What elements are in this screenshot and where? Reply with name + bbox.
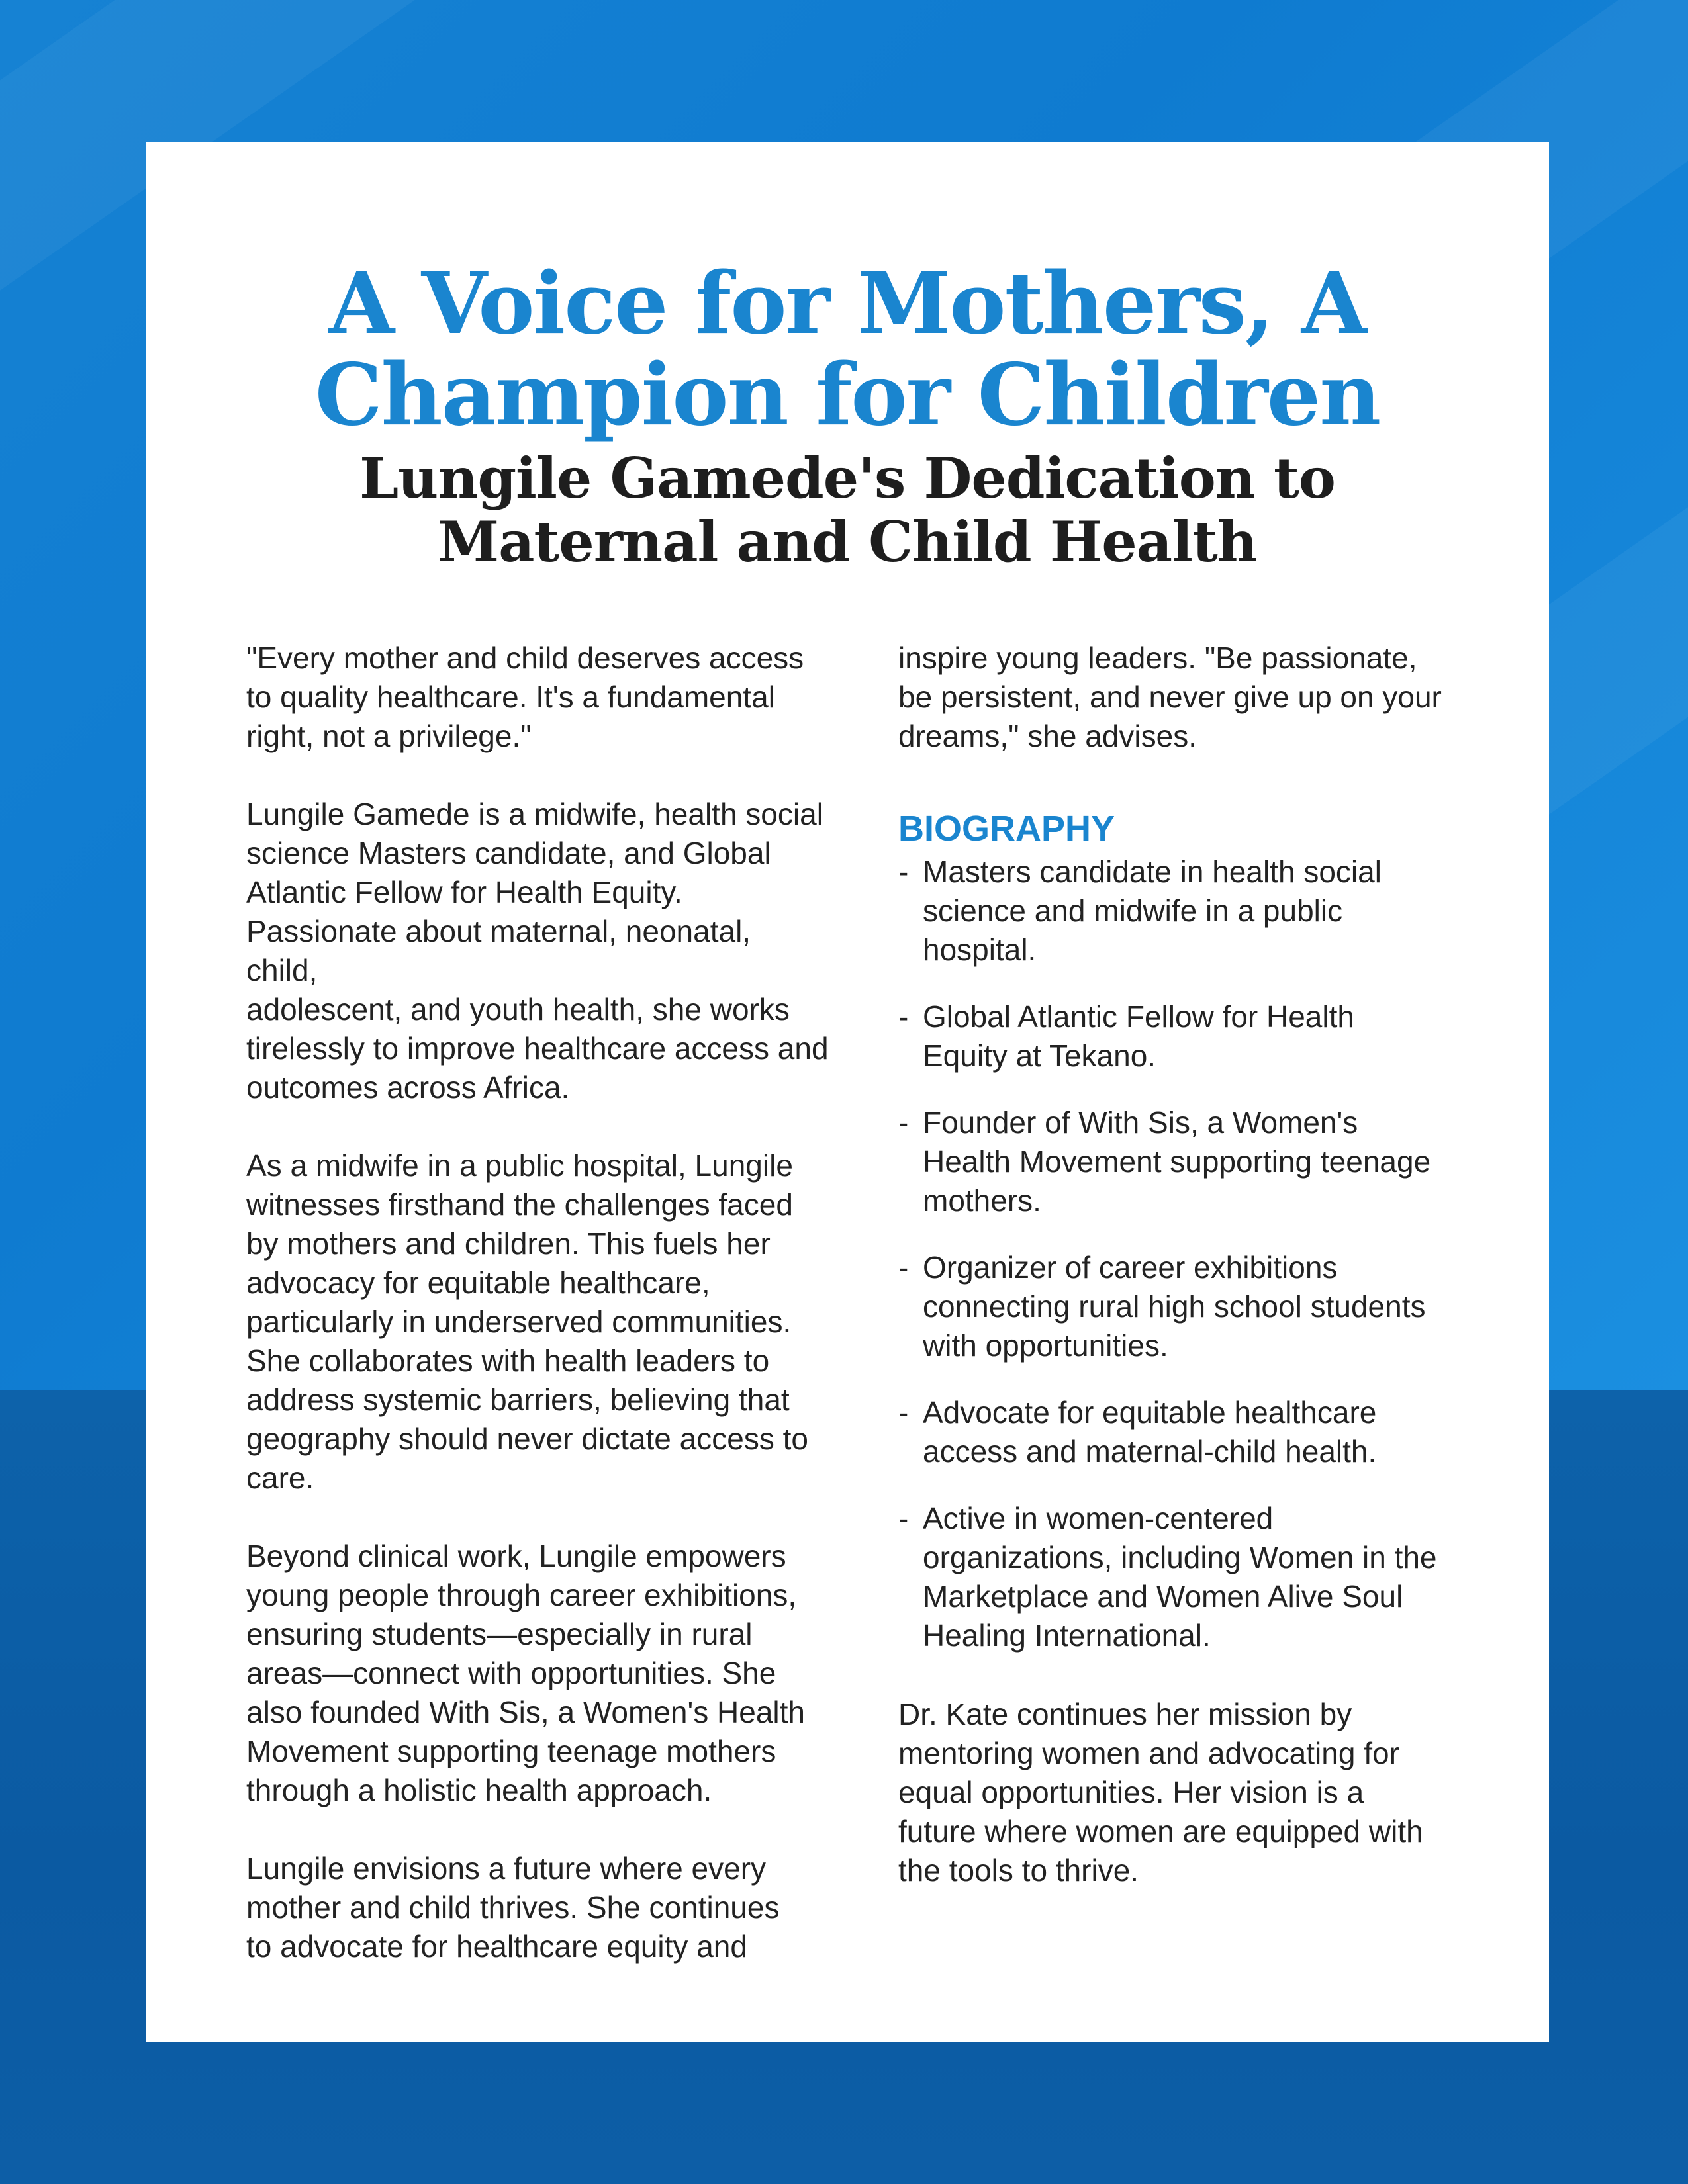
intro-paragraph: Lungile Gamede is a midwife, health social science Masters candidate, and Global Atlantic Fellow for Health Equity. Passionate about maternal, neonatal, child, adolescent, and youth health, she works tirelessly to improve healthcare access and outcomes across Africa.: [246, 797, 829, 1105]
biography-heading: BIOGRAPHY: [898, 809, 1115, 848]
biography-item: [898, 1499, 1481, 1655]
left-column: [246, 639, 829, 2005]
bullet-dash: -: [898, 1250, 909, 1285]
biography-list: [898, 852, 1481, 1655]
biography-item-text: Organizer of career exhibitions connecting rural high school students with opportunities.: [923, 1250, 1426, 1363]
biography-item-text: Founder of With Sis, a Women's Health Movement supporting teenage mothers.: [923, 1105, 1431, 1218]
vision-paragraph: Lungile envisions a future where every mother and child thrives. She continues to advocate for healthcare equity and: [246, 1851, 780, 1964]
biography-item-text: Global Atlantic Fellow for Health Equity at Tekano.: [923, 999, 1354, 1073]
biography-item: [898, 997, 1481, 1075]
continuation-paragraph: inspire young leaders. "Be passionate, be persistent, and never give up on your dreams," she advises.: [898, 641, 1442, 753]
opening-quote: "Every mother and child deserves access to quality healthcare. It's a fundamental right, not a privilege.": [246, 641, 804, 753]
bullet-dash: -: [898, 1501, 909, 1535]
biography-item: [898, 1393, 1481, 1471]
empowerment-paragraph: Beyond clinical work, Lungile empowers young people through career exhibitions, ensuring students—especially in rural areas—connect with opportunities. She also founded With Sis, a Women's Health Movement supporting teenage mothers through a holistic health approach.: [246, 1539, 806, 1807]
biography-item-text: Advocate for equitable healthcare access and maternal-child health.: [923, 1395, 1377, 1469]
bullet-dash: -: [898, 999, 909, 1034]
midwife-paragraph: As a midwife in a public hospital, Lungile witnesses firsthand the challenges faced by mothers and children. This fuels her advocacy for equitable healthcare, particularly in underserved communities. She collaborates with health leaders to address systemic barriers, believing that geography should never dictate access to care.: [246, 1148, 808, 1495]
closing-paragraph: Dr. Kate continues her mission by mentoring women and advocating for equal opportunities. Her vision is a future where women are equipped with the tools to thrive.: [898, 1697, 1423, 1888]
right-column: [898, 639, 1481, 1929]
biography-item: [898, 1103, 1481, 1220]
bullet-dash: -: [898, 1395, 909, 1430]
biography-item: [898, 852, 1481, 970]
article-subtitle: Lungile Gamede's Dedication to Maternal and Child Health: [359, 445, 1335, 574]
biography-item: [898, 1248, 1481, 1365]
bullet-dash: -: [898, 854, 909, 889]
article-card: [146, 142, 1549, 2042]
bullet-dash: -: [898, 1105, 909, 1140]
article-title: A Voice for Mothers, A Champion for Children: [314, 254, 1380, 445]
biography-item-text: Masters candidate in health social science and midwife in a public hospital.: [923, 854, 1382, 967]
biography-item-text: Active in women-centered organizations, including Women in the Marketplace and Women Alive Soul Healing International.: [923, 1501, 1437, 1653]
